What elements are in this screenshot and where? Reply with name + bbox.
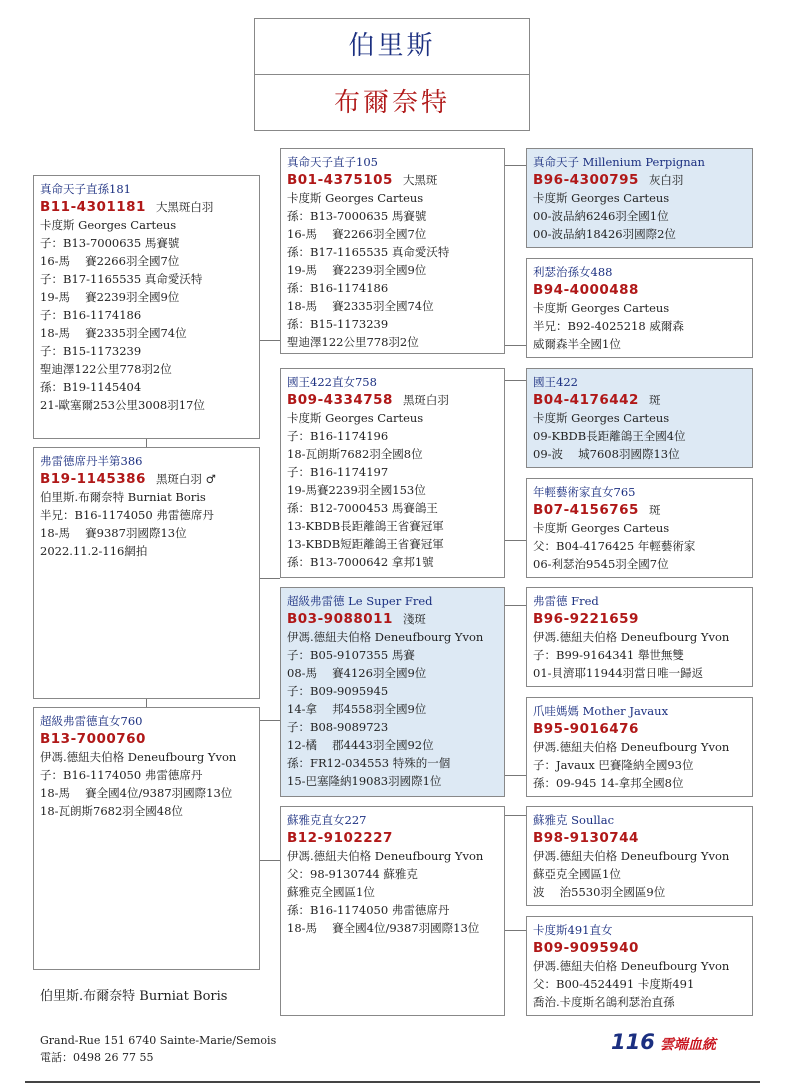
info-line: 孫：B16-1174186	[287, 281, 389, 295]
owner-name: 伯里斯.布爾奈特 Burniat Boris	[40, 989, 228, 1004]
info-line: 喬治.卡度斯名鴿利瑟治直孫	[533, 995, 675, 1009]
pigeon-title: 爪哇媽媽 Mother Javaux	[533, 704, 669, 718]
ring-number: B07-4156765	[533, 502, 639, 518]
pigeon-title: 國王422直女758	[287, 375, 377, 389]
connector	[505, 165, 526, 166]
info-line: 18-馬 賽全國4位/9387羽國際13位	[40, 786, 233, 800]
info-line: 孫：B16-1174050 弗雷德席丹	[287, 903, 450, 917]
connector	[259, 340, 280, 341]
info-line: 21-歐塞爾253公里3008羽17位	[40, 398, 205, 412]
ring-number: B96-9221659	[533, 611, 639, 627]
info-line: 孫：B13-7000635 馬賽號	[287, 209, 427, 223]
dds-card	[526, 806, 753, 906]
info-line: 伯里斯.布爾奈特 Burniat Boris	[40, 490, 206, 504]
info-line: 子：B15-1173239	[40, 344, 142, 358]
divider	[25, 1081, 760, 1083]
info-line: 15-巴塞隆納19083羽國際1位	[287, 774, 442, 788]
pigeon-color: 斑	[648, 503, 661, 517]
info-line: 18-馬 賽9387羽國際13位	[40, 526, 187, 540]
info-line: 卡度斯 Georges Carteus	[533, 301, 670, 315]
info-line: 卡度斯 Georges Carteus	[287, 411, 424, 425]
info-line: 孫：B17-1165535 真命愛沃特	[287, 245, 450, 259]
info-line: 09-波 城7608羽國際13位	[533, 447, 680, 461]
pigeon-color: 黑斑白羽 ♂	[155, 472, 216, 486]
connector	[505, 380, 526, 381]
info-line: 2022.11.2-116網拍	[40, 544, 148, 558]
pigeon-title: 蘇雅克 Soullac	[533, 813, 615, 827]
phone: 電話：0498 26 77 55	[40, 1051, 154, 1064]
sss-card	[526, 148, 753, 248]
dam-card	[33, 707, 260, 970]
connector	[259, 720, 280, 721]
pigeon-title: 真命天子直孫181	[40, 182, 131, 196]
info-line: 伊馮.德紐夫伯格 Deneufbourg Yvon	[533, 740, 730, 754]
info-line: 子：B99-9164341 舉世無雙	[533, 648, 684, 662]
info-line: 16-馬 賽2266羽全國7位	[40, 254, 180, 268]
info-line: 子：B16-1174186	[40, 308, 142, 322]
pigeon-title: 弗雷德席丹半第386	[40, 454, 143, 468]
connector	[505, 775, 526, 776]
logo-text: 雲端血統	[659, 1037, 716, 1053]
info-line: 伊馮.德紐夫伯格 Deneufbourg Yvon	[533, 630, 730, 644]
owner-name-line2: 布爾奈特	[333, 88, 450, 118]
info-line: 19-馬賽2239羽全國153位	[287, 483, 426, 497]
info-line: 子：B16-1174197	[287, 465, 389, 479]
sdd-card	[526, 478, 753, 578]
info-line: 孫：FR12-034553 特殊的一個	[287, 756, 451, 770]
info-line: 01-貝濟耶11944羽當日唯一歸返	[533, 666, 704, 680]
pigeon-title: 超級弗雷德 Le Super Fred	[287, 594, 433, 608]
dss-card	[526, 587, 753, 687]
info-line: 伊馮.德紐夫伯格 Deneufbourg Yvon	[40, 750, 237, 764]
info-line: 子：B08-9089723	[287, 720, 389, 734]
sire-card	[33, 175, 260, 439]
info-line: 子：B09-9095945	[287, 684, 389, 698]
connector	[505, 345, 526, 346]
logo-number: 116	[611, 1030, 655, 1054]
info-line: 08-馬 賽4126羽全國9位	[287, 666, 427, 680]
info-line: 孫：B15-1173239	[287, 317, 389, 331]
info-line: 聖迪澤122公里778羽2位	[40, 362, 172, 376]
info-line: 00-波品納18426羽國際2位	[533, 227, 676, 241]
info-line: 18-馬 賽2335羽全國74位	[287, 299, 434, 313]
info-line: 16-馬 賽2266羽全國7位	[287, 227, 427, 241]
pigeon-title: 超級弗雷德直女760	[40, 714, 143, 728]
info-line: 蘇雅克全國區1位	[287, 885, 375, 899]
info-line: 18-瓦朗斯7682羽全國8位	[287, 447, 423, 461]
ring-number: B11-4301181	[40, 199, 146, 215]
pigeon-color: 斑	[648, 393, 661, 407]
pigeon-color: 淺斑	[402, 612, 426, 626]
ring-number: B98-9130744	[533, 830, 639, 846]
owner-name-line1: 伯里斯	[255, 19, 529, 75]
info-line: 06-利瑟治9545羽全國7位	[533, 557, 669, 571]
pigeon-color: 大黑斑白羽	[155, 200, 214, 214]
connector	[259, 860, 280, 861]
connector	[505, 815, 526, 816]
pigeon-title: 年輕藝術家直女765	[533, 485, 636, 499]
info-line: 聖迪澤122公里778羽2位	[287, 335, 419, 349]
info-line: 父：98-9130744 蘇雅克	[287, 867, 418, 881]
sds-card	[526, 368, 753, 468]
subject-card	[33, 447, 260, 699]
title-box	[254, 18, 530, 131]
pigeon-color: 大黑斑	[402, 173, 438, 187]
pigeon-title: 蘇雅克直女227	[287, 813, 367, 827]
ring-number: B13-7000760	[40, 731, 146, 747]
pigeon-title: 真命天子直子105	[287, 155, 378, 169]
info-line: 14-拿 邦4558羽全國9位	[287, 702, 427, 716]
info-line: 子：B05-9107355 馬賽	[287, 648, 415, 662]
ring-number: B95-9016476	[533, 721, 639, 737]
ring-number: B19-1145386	[40, 471, 146, 487]
info-line: 蘇亞克全國區1位	[533, 867, 621, 881]
info-line: 12-橘 郡4443羽全國92位	[287, 738, 434, 752]
info-line: 18-馬 賽全國4位/9387羽國際13位	[287, 921, 480, 935]
connector	[505, 605, 526, 606]
info-line: 09-KBDB長距離鴿王全國4位	[533, 429, 686, 443]
info-line: 波 治5530羽全國區9位	[533, 885, 666, 899]
connector	[259, 578, 280, 579]
sire-dam-card	[280, 368, 505, 578]
info-line: 子：B16-1174196	[287, 429, 389, 443]
info-line: 半兄：B92-4025218 威爾森	[533, 319, 684, 333]
info-line: 00-波品納6246羽全國1位	[533, 209, 669, 223]
info-line: 19-馬 賽2239羽全國9位	[40, 290, 180, 304]
info-line: 伊馮.德紐夫伯格 Deneufbourg Yvon	[533, 849, 730, 863]
info-line: 19-馬 賽2239羽全國9位	[287, 263, 427, 277]
info-line: 半兄：B16-1174050 弗雷德席丹	[40, 508, 214, 522]
info-line: 卡度斯 Georges Carteus	[287, 191, 424, 205]
ssd-card	[526, 258, 753, 358]
info-line: 孫：B19-1145404	[40, 380, 142, 394]
pigeon-title: 真命天子 Millenium Perpignan	[533, 155, 705, 169]
dam-sire-card	[280, 587, 505, 797]
ring-number: B94-4000488	[533, 282, 639, 298]
dam-dam-card	[280, 806, 505, 1016]
owner-contact	[40, 1032, 276, 1066]
info-line: 父：B00-4524491 卡度斯491	[533, 977, 695, 991]
info-line: 卡度斯 Georges Carteus	[40, 218, 177, 232]
info-line: 父：B04-4176425 年輕藝術家	[533, 539, 696, 553]
info-line: 孫：B13-7000642 拿邦1號	[287, 555, 434, 569]
info-line: 18-馬 賽2335羽全國74位	[40, 326, 187, 340]
info-line: 孫：B12-7000453 馬賽鴿王	[287, 501, 438, 515]
ring-number: B09-4334758	[287, 392, 393, 408]
info-line: 子：B13-7000635 馬賽號	[40, 236, 180, 250]
info-line: 伊馮.德紐夫伯格 Deneufbourg Yvon	[287, 630, 484, 644]
ring-number: B01-4375105	[287, 172, 393, 188]
ring-number: B03-9088011	[287, 611, 393, 627]
connector	[505, 540, 526, 541]
pigeon-color: 灰白羽	[648, 173, 684, 187]
pigeon-title: 國王422	[533, 375, 578, 389]
pigeon-title: 弗雷德 Fred	[533, 594, 599, 608]
ring-number: B09-9095940	[533, 940, 639, 956]
dsd-card	[526, 697, 753, 797]
info-line: 子：Javaux 巴賽隆納全國93位	[533, 758, 694, 772]
brand-logo	[611, 1030, 716, 1054]
ddd-card	[526, 916, 753, 1016]
info-line: 卡度斯 Georges Carteus	[533, 191, 670, 205]
info-line: 13-KBDB短距離鴿王省賽冠軍	[287, 537, 444, 551]
info-line: 孫：09-945 14-拿邦全國8位	[533, 776, 684, 790]
pigeon-title: 利瑟治孫女488	[533, 265, 613, 279]
pigeon-title: 卡度斯491直女	[533, 923, 613, 937]
pigeon-color: 黑斑白羽	[402, 393, 449, 407]
info-line: 卡度斯 Georges Carteus	[533, 411, 670, 425]
ring-number: B96-4300795	[533, 172, 639, 188]
ring-number: B12-9102227	[287, 830, 393, 846]
info-line: 13-KBDB長距離鴿王省賽冠軍	[287, 519, 444, 533]
info-line: 18-瓦朗斯7682羽全國48位	[40, 804, 183, 818]
info-line: 卡度斯 Georges Carteus	[533, 521, 670, 535]
info-line: 伊馮.德紐夫伯格 Deneufbourg Yvon	[287, 849, 484, 863]
info-line: 子：B17-1165535 真命愛沃特	[40, 272, 203, 286]
ring-number: B04-4176442	[533, 392, 639, 408]
info-line: 伊馮.德紐夫伯格 Deneufbourg Yvon	[533, 959, 730, 973]
info-line: 威爾森半全國1位	[533, 337, 621, 351]
address: Grand-Rue 151 6740 Sainte-Marie/Semois	[40, 1034, 277, 1047]
connector	[505, 930, 526, 931]
info-line: 子：B16-1174050 弗雷德席丹	[40, 768, 203, 782]
sire-sire-card	[280, 148, 505, 354]
